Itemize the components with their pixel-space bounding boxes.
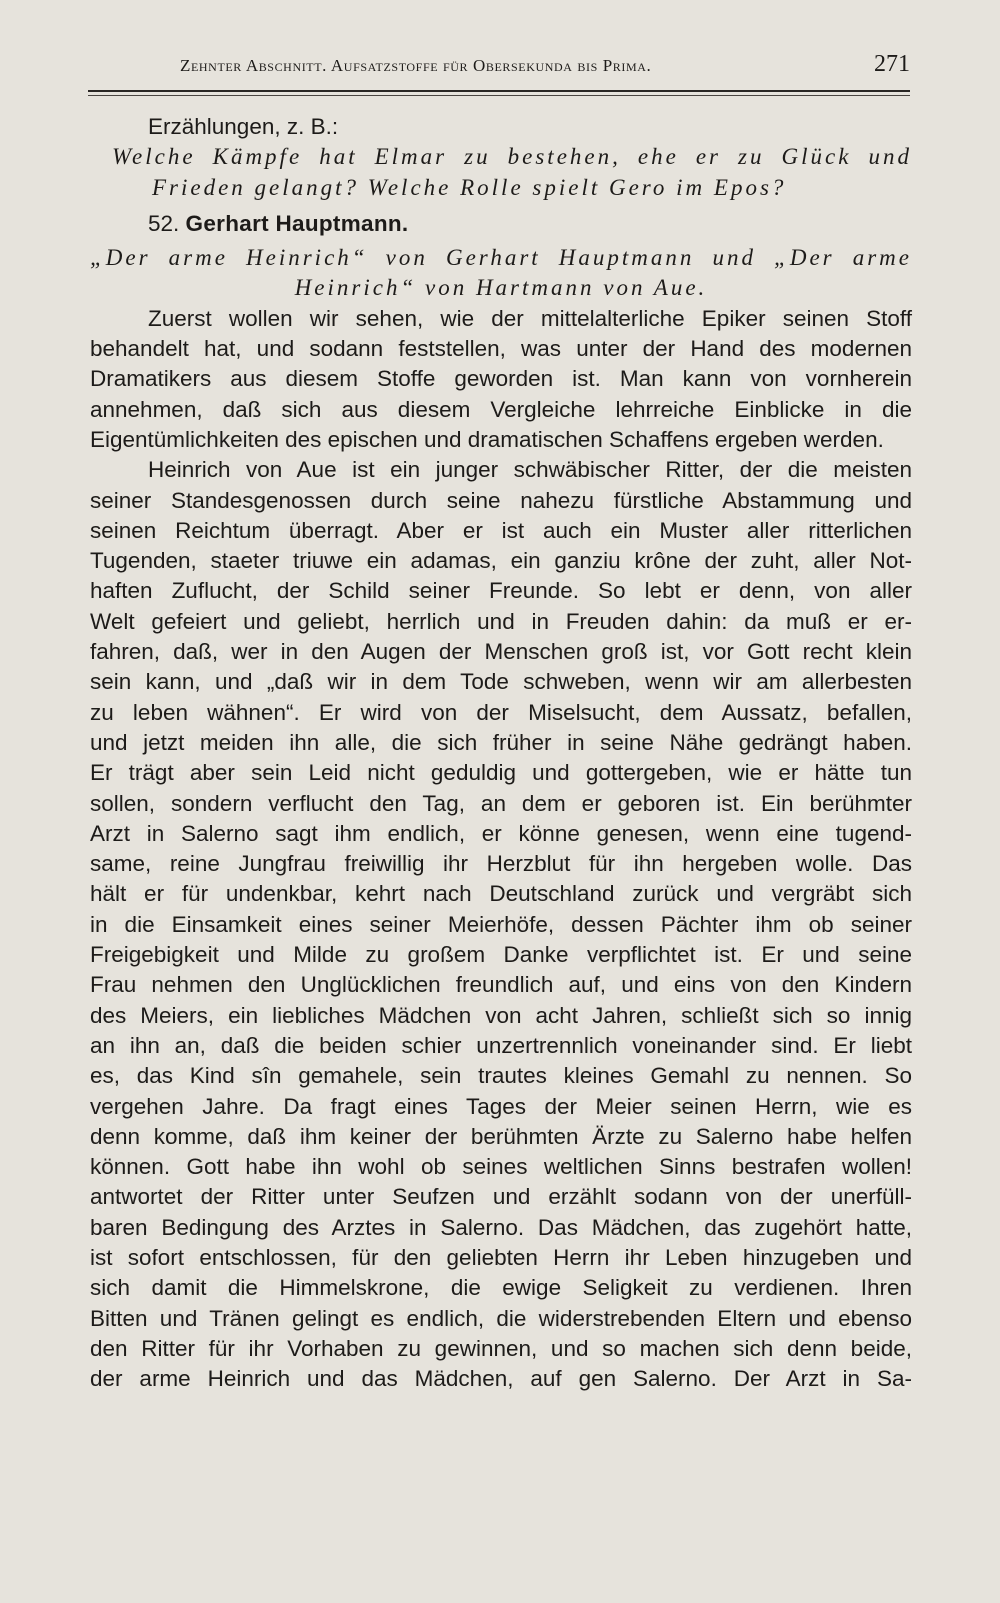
work-title [90,243,912,304]
running-head: Zehnter Abschnitt. Aufsatzstoffe für Obersekunda bis Prima. [180,56,652,75]
text-line: haften Zuflucht, der Schild seiner Freunde. So lebt er denn, von aller [90,578,912,604]
text-line: Dramatikers aus diesem Stoffe geworden ist. Man kann von vornherein [90,366,912,392]
text-line: sich damit die Himmelskrone, die ewige Seligkeit zu verdienen. Ihren [90,1275,912,1301]
text-line: Zuerst wollen wir sehen, wie der mittelalterliche Epiker seinen Stoff [148,305,912,331]
text-line: vergehen Jahre. Da fragt eines Tages der Meier seinen Herrn, wie es [90,1093,912,1119]
text-line: Tugenden, staeter triuwe ein adamas, ein ganziu krône der zuht, aller Not- [90,548,912,574]
question-line: Frieden gelangt? Welche Rolle spielt Gero im Epos? [152,174,787,200]
text-line: in die Einsamkeit eines seiner Meierhöfe, dessen Pächter ihm ob seiner [90,911,912,937]
question-line: Welche Kämpfe hat Elmar zu bestehen, ehe er zu Glück und [112,144,912,170]
text-line: Welt gefeiert und geliebt, herrlich und in Freuden dahin: da muß er er- [90,608,912,634]
text-line: baren Bedingung des Arztes in Salerno. Das Mädchen, das zugehört hatte, [90,1214,912,1240]
text-line: sein kann, und „daß wir in dem Tode schweben, wenn wir am allerbesten [90,669,912,695]
text-line: fahren, daß, wer in den Augen der Menschen groß ist, vor Gott recht klein [90,639,912,665]
text-line: des Meiers, ein liebliches Mädchen von acht Jahren, schließt sich so innig [90,1002,912,1028]
page-header [88,50,910,92]
text-line: Eigentümlichkeiten des epischen und dramatischen Schaffens ergeben werden. [90,426,884,452]
text-line: sollen, sondern verflucht den Tag, an dem er geboren ist. Ein berühmter [90,790,912,816]
text-line: behandelt hat, und sodann feststellen, was unter der Hand des modernen [90,336,912,362]
text-line: und jetzt meiden ihn alle, die sich früher in seine Nähe gedrängt haben. [90,729,912,755]
text-line: seinen Reichtum überragt. Aber er ist auch ein Muster aller ritterlichen [90,517,912,543]
text-line: der arme Heinrich und das Mädchen, auf gen Salerno. Der Arzt in Sa- [90,1366,912,1392]
text-line: Frau nehmen den Unglücklichen freundlich auf, und eins von den Kindern [90,972,912,998]
intro-line: Erzählungen, z. B.: [148,114,339,139]
text-line: ist sofort entschlossen, für den geliebten Herrn ihr Leben hinzugeben und [90,1244,912,1270]
text-line: hält er für undenkbar, kehrt nach Deutschland zurück und vergräbt sich [90,881,912,907]
text-line: antwortet der Ritter unter Seufzen und erzählt sodann von der unerfüll- [90,1184,912,1210]
text-line: Bitten und Tränen gelingt es endlich, die widerstrebenden Eltern und ebenso [90,1305,912,1331]
work-title-line: „Der arme Heinrich“ von Gerhart Hauptmann und „Der arme [90,245,912,271]
example-questions [90,142,912,203]
text-line: Arzt in Salerno sagt ihm endlich, er könne genesen, wenn eine tugend- [90,820,912,846]
text-line: denn komme, daß ihm keiner der berühmten Ärzte zu Salerno habe helfen [90,1123,912,1149]
page-number: 271 [874,51,910,77]
section-number: 52. [148,210,180,236]
text-line: an ihn an, daß die beiden schier unzertrennlich voneinander sind. Er liebt [90,1032,912,1058]
work-title-line: Heinrich“ von Hartmann von Aue. [294,275,708,301]
text-line: zu leben wähnen“. Er wird von der Miselsucht, dem Aussatz, befallen, [90,699,912,725]
section-title: Gerhart Hauptmann. [185,210,409,236]
header-rule-thin [88,95,910,96]
text-line: den Ritter für ihr Vorhaben zu gewinnen, und so machen sich denn beide, [90,1335,912,1361]
text-line: Er trägt aber sein Leid nicht geduldig und gottergeben, wie er hätte tun [90,760,912,786]
text-line: same, reine Jungfrau freiwillig ihr Herzblut für ihn hergeben wolle. Das [90,851,912,877]
text-line: seiner Standesgenossen durch seine nahezu fürstliche Abstammung und [90,487,912,513]
text-line: können. Gott habe ihn wohl ob seines weltlichen Sinns bestrafen wollen! [90,1154,912,1180]
paragraph-2 [90,455,912,1394]
paragraph-1 [90,304,912,455]
text-line: Freigebigkeit und Milde zu großem Danke verpflichtet ist. Er und seine [90,942,912,968]
page-body [90,112,912,1394]
text-line: es, das Kind sîn gemahele, sein trautes kleines Gemahl zu nennen. So [90,1063,912,1089]
text-line: Heinrich von Aue ist ein junger schwäbischer Ritter, der die meisten [148,457,912,483]
text-line: annehmen, daß sich aus diesem Vergleiche lehrreiche Einblicke in die [90,396,912,422]
section-heading [90,209,912,239]
header-rule [88,90,910,92]
